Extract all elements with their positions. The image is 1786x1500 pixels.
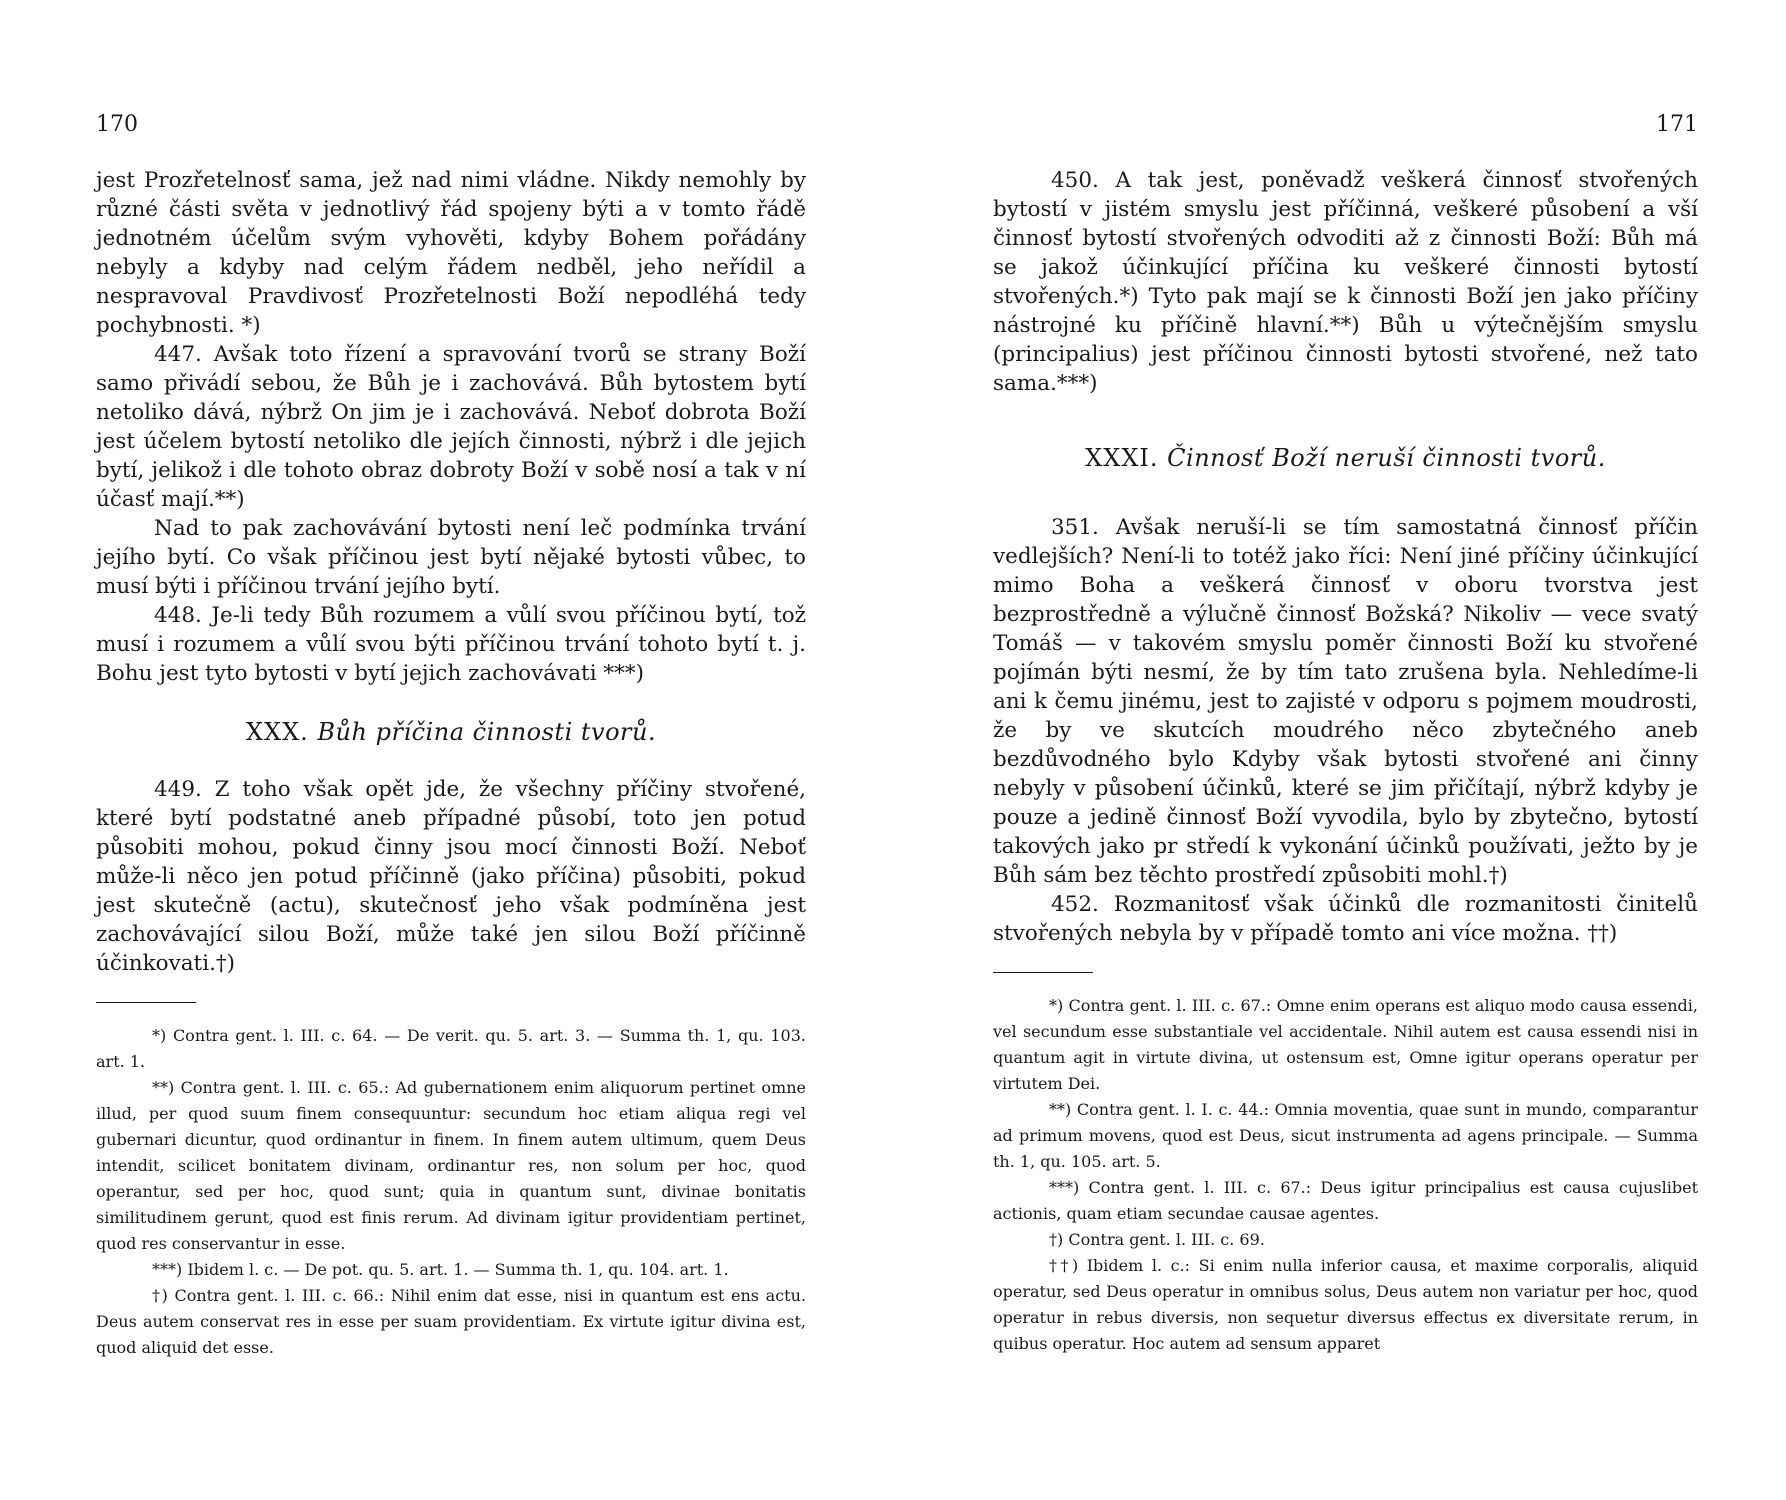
left-page [96,0,806,1500]
paragraph: 447. Avšak toto řízení a spravování tvorů se strany Boží samo přivádí sebou, že Bůh je i zachovává. Bůh bytostem bytí netoliko dává, nýbrž On jim je i zachovává. Neboť dobrota Boží jest účelem bytostí netoliko dle jejích činnosti, nýbrž i dle jejich bytí, jelikož i dle tohoto obraz dobroty Boží v sobě nosí a tak v ní účasť mají.**) [96,342,806,512]
footnotes [993,993,1698,1357]
footnote: **) Contra gent. l. III. c. 65.: Ad gubernationem enim aliquorum pertinet omne illud, per quod suum finem consequuntur: secundum hoc etiam aliqua regi vel gubernari dicuntur, quod ordinantur in finem. In finem autem ultimum, quem Deus intendit, scilicet bonitatem divinam, ordinantur res, non solum per hoc, quod operantur, sed per hoc, quod sunt; quia in quantum sunt, divinae bonitatis similitudinem gerunt, quod est finis rerum. Ad divinam igitur providentiam pertinet, quod res conservantur in esse. [96,1078,806,1253]
footnote: ***) Ibidem l. c. — De pot. qu. 5. art. 1. — Summa th. 1, qu. 104. art. 1. [152,1260,729,1279]
section-numeral: XXX. [245,718,309,746]
footnote: ††) Ibidem l. c.: Si enim nulla inferior causa, et maxime corporalis, aliquid operatur, sed Deus operatur in omnibus solus, Deus autem non variatur per hoc, quod operatur in rebus diversis, non sequetur diversus effectus ex diversitate rerum, in quibus operatur. Hoc autem ad sensum apparet [993,1256,1698,1353]
paragraph: 449. Z toho však opět jde, že všechny příčiny stvořené, které bytí podstatné aneb případné působí, toto jen potud působiti mohou, pokud činny jsou mocí činnosti Boží. Neboť může-li něco jen potud příčinně (jako příčina) působiti, pokud jest skutečně (actu), skutečnosť jeho však podmíněna jest zachovávající silou Boží, může také jen silou Boží příčinně účinkovati.†) [96,777,806,976]
footnote: ***) Contra gent. l. III. c. 67.: Deus igitur principalius est causa cujuslibet actionis, quam etiam secundae causae agentes. [993,1178,1698,1223]
section-title: Bůh příčina činnosti tvorů. [317,718,657,746]
page-number: 171 [1656,112,1698,137]
footnote: †) Contra gent. l. III. c. 69. [1049,1230,1265,1249]
footnote: *) Contra gent. l. III. c. 67.: Omne enim operans est aliquo modo causa essendi, vel secundum esse substantiale vel accidentale. Nihil autem est causa essendi nisi in quantum agit in virtute divina, ut ostensum est, Omne igitur operans operatur per virtutem Dei. [993,996,1698,1093]
section-title: Činnosť Boží neruší činnosti tvorů. [1167,444,1606,472]
right-page [993,0,1698,1500]
paragraph: 450. A tak jest, poněvadž veškerá činnosť stvořených bytostí v jistém smyslu jest příčinná, veškeré působení a vší činnosť bytostí stvořených odvoditi až z činnosti Boží: Bůh má se jakož účinkující příčina ku veškeré činnosti bytostí stvořených.*) Tyto pak mají se k činnosti Boží jen jako příčiny nástrojné ku příčině hlavní.**) Bůh u výtečnějším smyslu (principalius) jest příčinou činnosti bytosti stvořené, než tato sama.***) [993,168,1698,396]
footnote: **) Contra gent. l. I. c. 44.: Omnia moventia, quae sunt in mundo, comparantur ad primum movens, quod est Deus, sicut instrumenta ad agens principale. — Summa th. 1, qu. 105. art. 5. [993,1100,1698,1171]
page-number: 170 [96,112,138,137]
section-heading [993,444,1698,473]
footnote-divider [96,1002,196,1003]
paragraph: 448. Je-li tedy Bůh rozumem a vůlí svou příčinou bytí, tož musí i rozumem a vůlí svou býti příčinou trvání tohoto bytí t. j. Bohu jest tyto bytosti v bytí jejich zachovávati ***) [96,603,806,686]
footnote: †) Contra gent. l. III. c. 66.: Nihil enim dat esse, nisi in quantum est ens actu. Deus autem conservat res in esse per suam providentiam. Ex virtute igitur divina est, quod aliquid det esse. [96,1286,806,1357]
footnotes [96,1023,806,1361]
section-heading [96,718,806,747]
section-numeral: XXXI. [1085,444,1159,472]
left-page-body [96,166,806,1361]
paragraph: 351. Avšak neruší-li se tím samostatná činnosť příčin vedlejších? Není-li to totéž jako říci: Není jiné příčiny účinkující mimo Boha a veškerá činnosť v oboru tvorstva jest bezprostředně a výlučně činnosť Božská? Nikoliv — vece svatý Tomáš — v takovém smyslu poměr činnosti Boží ku stvořené pojímán býti nesmí, že by tím tato zrušena byla. Nehledíme-li ani k čemu jinému, jest to zajisté v odporu s pojmem moudrosti, že by ve skutcích moudrého něco zbytečného aneb bezdůvodného bylo Kdyby však bytosti stvořené ani činny nebyly v působení účinků, které se jim přičítají, nýbrž kdyby je pouze a jedině činnosť Boží vyvodila, bylo by zbytečno, bytostí takových jako pr středí k vykonání účinků používati, ježto by je Bůh sám bez těchto prostředí způsobiti mohl.†) [993,515,1698,888]
paragraph: Nad to pak zachovávání bytosti není leč podmínka trvání jejího bytí. Co však příčinou jest bytí nějaké bytosti vůbec, to musí býti i příčinou trvání jejího bytí. [96,516,806,599]
paragraph: 452. Rozmanitosť však účinků dle rozmanitosti činitelů stvořených nebyla by v případě tomto ani více možna. ††) [993,892,1698,946]
right-page-body [993,166,1698,1357]
footnote: *) Contra gent. l. III. c. 64. — De verit. qu. 5. art. 3. — Summa th. 1, qu. 103. art. 1. [96,1026,806,1071]
paragraph: jest Prozřetelnosť sama, jež nad nimi vládne. Nikdy nemohly by různé části světa v jednotlivý řád spojeny býti a v tomto řádě jednotném účelům svým vyhověti, kdyby Bohem pořádány nebyly a kdyby nad celým řádem nedběl, jeho neřídil a nespravoval Pravdivosť Prozřetelnosti Boží nepodléhá tedy pochybnosti. *) [96,168,806,338]
footnote-divider [993,972,1093,973]
